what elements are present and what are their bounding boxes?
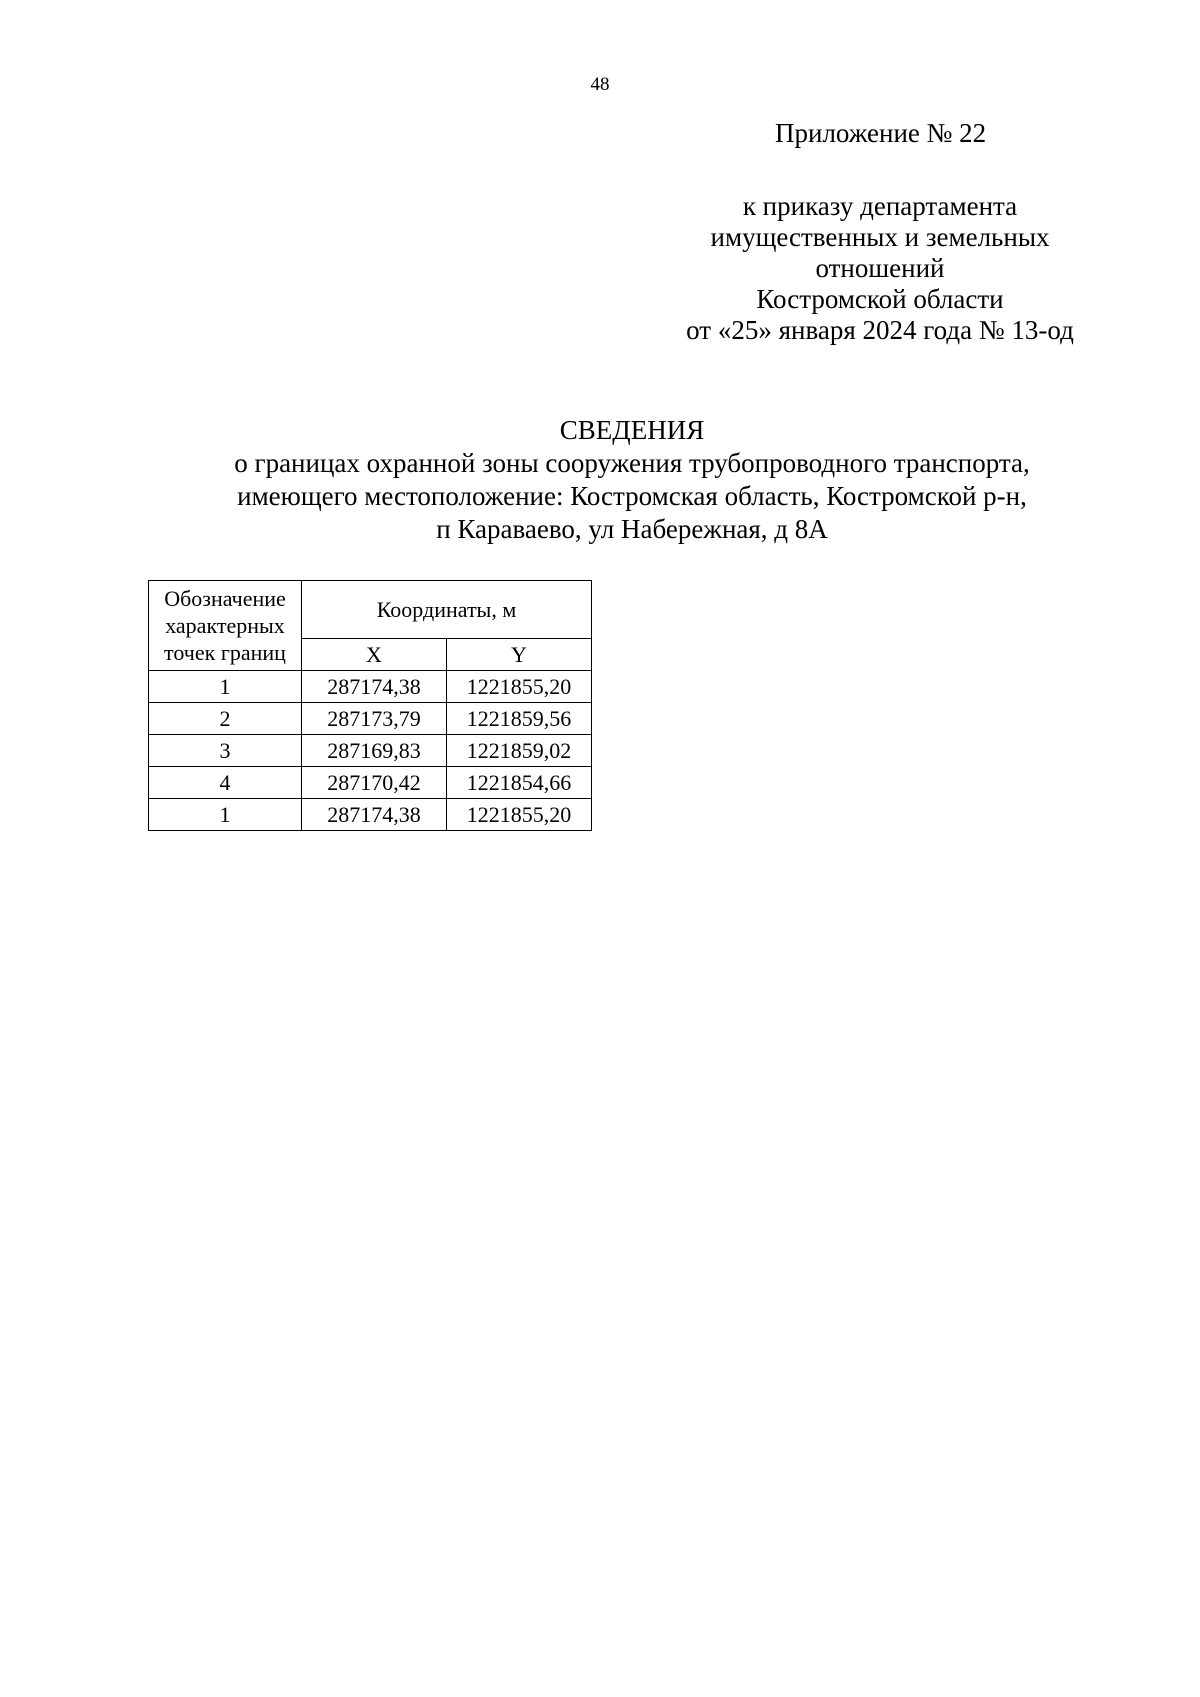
table-row bbox=[149, 799, 592, 831]
heading-title: СВЕДЕНИЯ bbox=[559, 415, 705, 445]
point-cell: 2 bbox=[149, 703, 302, 735]
heading-line: имеющего местоположение: Костромская область, Костромской р-н, bbox=[237, 481, 1027, 511]
table-row bbox=[149, 735, 592, 767]
table-row bbox=[149, 671, 592, 703]
x-cell: 287174,38 bbox=[302, 671, 447, 703]
y-cell: 1221854,66 bbox=[447, 767, 592, 799]
x-cell: 287170,42 bbox=[302, 767, 447, 799]
coords-column-header: Координаты, м bbox=[302, 581, 592, 639]
point-cell: 3 bbox=[149, 735, 302, 767]
table-row bbox=[149, 767, 592, 799]
x-cell: 287173,79 bbox=[302, 703, 447, 735]
x-cell: 287174,38 bbox=[302, 799, 447, 831]
y-cell: 1221859,02 bbox=[447, 735, 592, 767]
x-column-header: X bbox=[302, 639, 447, 671]
y-cell: 1221855,20 bbox=[447, 671, 592, 703]
x-cell: 287169,83 bbox=[302, 735, 447, 767]
order-line: Костромской области bbox=[756, 284, 1004, 314]
point-column-header: Обозначение характерных точек границ bbox=[149, 581, 302, 671]
table-row bbox=[149, 703, 592, 735]
point-cell: 1 bbox=[149, 799, 302, 831]
document-heading bbox=[0, 414, 1200, 546]
order-line: к приказу департамента bbox=[742, 191, 1018, 221]
y-cell: 1221859,56 bbox=[447, 703, 592, 735]
heading-line: п Караваево, ул Набережная, д 8А bbox=[436, 514, 828, 544]
order-line: от «25» января 2024 года № 13-од bbox=[686, 315, 1074, 345]
order-line: отношений bbox=[815, 253, 945, 283]
order-reference bbox=[620, 191, 1140, 346]
order-line: имущественных и земельных bbox=[710, 222, 1050, 252]
coordinates-table bbox=[148, 580, 592, 831]
page-number: 48 bbox=[590, 74, 610, 95]
table-header-row bbox=[149, 581, 592, 639]
point-cell: 1 bbox=[149, 671, 302, 703]
heading-line: о границах охранной зоны сооружения трубопроводного транспорта, bbox=[234, 448, 1030, 478]
y-column-header: Y bbox=[447, 639, 592, 671]
point-cell: 4 bbox=[149, 767, 302, 799]
y-cell: 1221855,20 bbox=[447, 799, 592, 831]
appendix-title: Приложение № 22 bbox=[775, 118, 987, 148]
